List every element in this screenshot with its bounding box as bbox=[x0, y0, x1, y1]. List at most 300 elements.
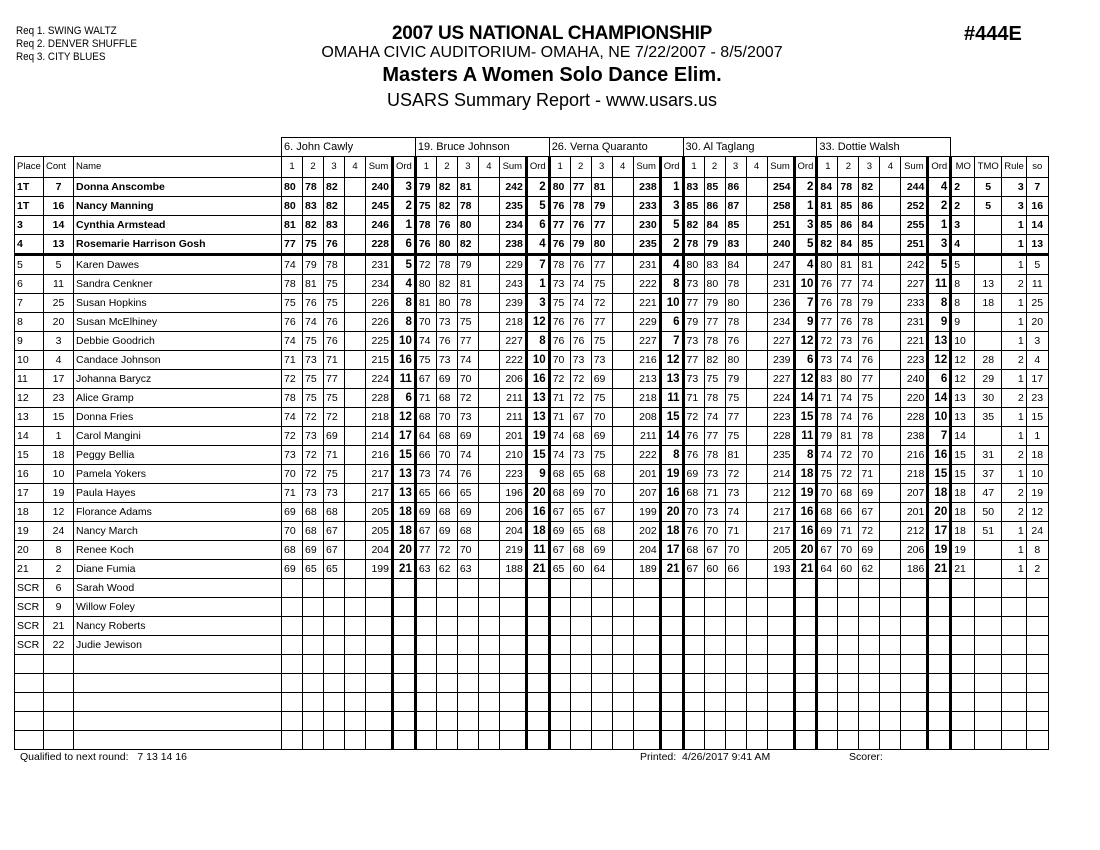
score-1: 76 bbox=[683, 427, 704, 446]
venue-dates: OMAHA CIVIC AUDITORIUM- OMAHA, NE 7/22/2007 - 8/5/2007 bbox=[321, 44, 783, 61]
score-1: 75 bbox=[817, 465, 838, 484]
tmo-cell: 37 bbox=[975, 465, 1002, 484]
score-sum bbox=[499, 712, 526, 731]
place-cell: 7 bbox=[15, 294, 44, 313]
tmo-cell bbox=[975, 235, 1002, 255]
score-2: 60 bbox=[838, 560, 859, 579]
score-3: 69 bbox=[457, 427, 478, 446]
table-row bbox=[15, 522, 1049, 541]
so-cell bbox=[1026, 598, 1048, 617]
score-1: 76 bbox=[817, 275, 838, 294]
score-4 bbox=[746, 427, 767, 446]
score-3: 78 bbox=[859, 427, 880, 446]
score-sum bbox=[901, 693, 928, 712]
so-cell: 25 bbox=[1026, 294, 1048, 313]
score-3: 75 bbox=[591, 446, 612, 465]
score-sum: 222 bbox=[499, 351, 526, 370]
score-2: 68 bbox=[436, 427, 457, 446]
score-2: 62 bbox=[436, 560, 457, 579]
name-cell: Pamela Yokers bbox=[74, 465, 282, 484]
place-cell bbox=[15, 693, 44, 712]
score-2: 85 bbox=[704, 178, 725, 197]
table-row bbox=[15, 275, 1049, 294]
score-1: 70 bbox=[817, 484, 838, 503]
score-1 bbox=[282, 693, 303, 712]
score-sum bbox=[767, 693, 794, 712]
score-3: 82 bbox=[457, 235, 478, 255]
score-sum: 223 bbox=[901, 351, 928, 370]
score-2 bbox=[570, 655, 591, 674]
score-2 bbox=[436, 579, 457, 598]
so-cell bbox=[1026, 579, 1048, 598]
ordinal bbox=[660, 598, 683, 617]
header-judge-col: 1 bbox=[282, 157, 303, 178]
score-3: 78 bbox=[725, 313, 746, 332]
table-row bbox=[15, 465, 1049, 484]
ordinal: 11 bbox=[393, 370, 416, 389]
ordinal: 4 bbox=[928, 178, 951, 197]
ordinal: 13 bbox=[928, 332, 951, 351]
ordinal bbox=[526, 693, 549, 712]
ordinal bbox=[660, 579, 683, 598]
score-2: 76 bbox=[436, 216, 457, 235]
so-cell: 5 bbox=[1026, 255, 1048, 275]
score-1 bbox=[683, 579, 704, 598]
score-2 bbox=[838, 636, 859, 655]
ordinal: 17 bbox=[660, 541, 683, 560]
score-sum: 227 bbox=[499, 332, 526, 351]
score-3: 78 bbox=[457, 197, 478, 216]
score-3: 78 bbox=[457, 294, 478, 313]
score-2 bbox=[704, 674, 725, 693]
score-sum bbox=[366, 712, 393, 731]
ordinal bbox=[660, 617, 683, 636]
score-2: 68 bbox=[570, 541, 591, 560]
so-cell: 11 bbox=[1026, 275, 1048, 294]
score-3 bbox=[859, 674, 880, 693]
ordinal: 9 bbox=[794, 313, 817, 332]
score-2: 78 bbox=[838, 178, 859, 197]
judge-name: 33. Dottie Walsh bbox=[817, 138, 951, 157]
score-1: 76 bbox=[415, 235, 436, 255]
judge-name: 19. Bruce Johnson bbox=[415, 138, 549, 157]
ordinal: 21 bbox=[526, 560, 549, 579]
score-3: 74 bbox=[457, 446, 478, 465]
score-4 bbox=[345, 465, 366, 484]
score-sum bbox=[366, 579, 393, 598]
score-4 bbox=[746, 235, 767, 255]
score-1: 84 bbox=[817, 178, 838, 197]
score-sum: 229 bbox=[633, 313, 660, 332]
score-sum bbox=[767, 655, 794, 674]
ordinal: 6 bbox=[928, 370, 951, 389]
score-sum bbox=[366, 598, 393, 617]
score-4 bbox=[612, 484, 633, 503]
score-4 bbox=[880, 427, 901, 446]
score-sum: 238 bbox=[633, 178, 660, 197]
score-3 bbox=[324, 731, 345, 750]
score-4 bbox=[612, 465, 633, 484]
score-4 bbox=[345, 216, 366, 235]
score-4 bbox=[880, 503, 901, 522]
score-sum bbox=[767, 579, 794, 598]
name-cell: Susan Hopkins bbox=[74, 294, 282, 313]
ordinal: 6 bbox=[526, 216, 549, 235]
score-3: 85 bbox=[859, 235, 880, 255]
score-3: 77 bbox=[725, 408, 746, 427]
ordinal bbox=[526, 598, 549, 617]
ordinal bbox=[928, 655, 951, 674]
score-1: 73 bbox=[817, 351, 838, 370]
score-1: 76 bbox=[549, 313, 570, 332]
score-2: 74 bbox=[838, 351, 859, 370]
score-sum bbox=[366, 617, 393, 636]
score-1 bbox=[817, 636, 838, 655]
score-3 bbox=[324, 636, 345, 655]
mo-cell bbox=[951, 617, 975, 636]
score-3: 76 bbox=[457, 465, 478, 484]
cont-cell: 7 bbox=[44, 178, 74, 197]
tmo-cell bbox=[975, 541, 1002, 560]
score-4 bbox=[746, 446, 767, 465]
printed-label: Printed: bbox=[640, 751, 677, 763]
score-4 bbox=[345, 255, 366, 275]
table-row bbox=[15, 332, 1049, 351]
place-cell: 13 bbox=[15, 408, 44, 427]
score-sum: 223 bbox=[499, 465, 526, 484]
score-3: 80 bbox=[725, 294, 746, 313]
score-2: 72 bbox=[303, 465, 324, 484]
score-4 bbox=[478, 427, 499, 446]
score-sum: 234 bbox=[767, 313, 794, 332]
mo-cell bbox=[951, 674, 975, 693]
score-sum: 235 bbox=[633, 235, 660, 255]
ordinal: 12 bbox=[526, 313, 549, 332]
score-3: 70 bbox=[591, 484, 612, 503]
name-cell: Diane Fumia bbox=[74, 560, 282, 579]
score-4 bbox=[478, 522, 499, 541]
ordinal: 21 bbox=[928, 560, 951, 579]
score-4 bbox=[880, 598, 901, 617]
score-4 bbox=[612, 674, 633, 693]
name-cell: Johanna Barycz bbox=[74, 370, 282, 389]
header-name: Name bbox=[74, 157, 282, 178]
ordinal bbox=[393, 636, 416, 655]
score-1: 81 bbox=[415, 294, 436, 313]
score-2: 66 bbox=[838, 503, 859, 522]
place-cell: 3 bbox=[15, 216, 44, 235]
header-judge-col: 4 bbox=[880, 157, 901, 178]
ordinal: 18 bbox=[526, 522, 549, 541]
so-cell: 14 bbox=[1026, 216, 1048, 235]
name-cell: Donna Anscombe bbox=[74, 178, 282, 197]
header-mo: MO bbox=[951, 157, 975, 178]
header-judge-col: 2 bbox=[704, 157, 725, 178]
score-2: 74 bbox=[436, 465, 457, 484]
mo-cell: 15 bbox=[951, 465, 975, 484]
score-1: 80 bbox=[817, 255, 838, 275]
score-4 bbox=[880, 674, 901, 693]
score-2: 71 bbox=[704, 484, 725, 503]
score-1: 69 bbox=[415, 503, 436, 522]
score-sum: 189 bbox=[633, 560, 660, 579]
score-sum: 221 bbox=[633, 294, 660, 313]
name-cell: Judie Jewison bbox=[74, 636, 282, 655]
score-1: 82 bbox=[683, 216, 704, 235]
ordinal bbox=[794, 731, 817, 750]
score-2: 66 bbox=[436, 484, 457, 503]
score-3: 75 bbox=[725, 389, 746, 408]
score-3: 81 bbox=[457, 178, 478, 197]
score-sum: 211 bbox=[499, 389, 526, 408]
cont-cell: 21 bbox=[44, 617, 74, 636]
ordinal bbox=[928, 598, 951, 617]
score-2: 76 bbox=[570, 216, 591, 235]
score-3: 69 bbox=[591, 370, 612, 389]
ordinal bbox=[794, 598, 817, 617]
cont-cell: 12 bbox=[44, 503, 74, 522]
name-cell bbox=[74, 712, 282, 731]
place-cell: 14 bbox=[15, 427, 44, 446]
score-2: 70 bbox=[704, 522, 725, 541]
score-1 bbox=[549, 617, 570, 636]
score-2: 72 bbox=[303, 408, 324, 427]
score-1: 77 bbox=[817, 313, 838, 332]
ordinal: 15 bbox=[794, 408, 817, 427]
score-4 bbox=[478, 560, 499, 579]
header-judge-col: Sum bbox=[901, 157, 928, 178]
cont-cell bbox=[44, 674, 74, 693]
score-1: 71 bbox=[683, 389, 704, 408]
score-1: 65 bbox=[415, 484, 436, 503]
score-sum: 217 bbox=[767, 522, 794, 541]
tmo-cell bbox=[975, 216, 1002, 235]
score-2: 72 bbox=[838, 465, 859, 484]
place-cell: 12 bbox=[15, 389, 44, 408]
ordinal: 2 bbox=[928, 197, 951, 216]
score-1: 68 bbox=[549, 465, 570, 484]
score-4 bbox=[880, 216, 901, 235]
score-2 bbox=[570, 636, 591, 655]
score-sum: 214 bbox=[767, 465, 794, 484]
score-1: 69 bbox=[282, 560, 303, 579]
mo-cell: 12 bbox=[951, 370, 975, 389]
score-2 bbox=[704, 636, 725, 655]
score-4 bbox=[478, 178, 499, 197]
place-cell: 17 bbox=[15, 484, 44, 503]
score-2: 76 bbox=[570, 313, 591, 332]
score-4 bbox=[612, 235, 633, 255]
ordinal: 10 bbox=[928, 408, 951, 427]
score-2: 69 bbox=[436, 522, 457, 541]
score-sum: 227 bbox=[633, 332, 660, 351]
score-4 bbox=[612, 351, 633, 370]
rule-cell bbox=[1002, 674, 1027, 693]
mo-cell: 18 bbox=[951, 484, 975, 503]
cont-cell: 20 bbox=[44, 313, 74, 332]
rule-cell: 1 bbox=[1002, 541, 1027, 560]
score-4 bbox=[478, 332, 499, 351]
table-row bbox=[15, 235, 1049, 255]
mo-cell bbox=[951, 655, 975, 674]
score-2 bbox=[436, 693, 457, 712]
header-judge-col: 1 bbox=[415, 157, 436, 178]
table-row bbox=[15, 503, 1049, 522]
score-sum bbox=[767, 617, 794, 636]
header-judge-col: 1 bbox=[549, 157, 570, 178]
score-4 bbox=[746, 712, 767, 731]
score-2 bbox=[303, 712, 324, 731]
score-3 bbox=[324, 579, 345, 598]
score-2: 65 bbox=[570, 503, 591, 522]
ordinal: 2 bbox=[794, 178, 817, 197]
score-1 bbox=[415, 598, 436, 617]
score-1 bbox=[683, 636, 704, 655]
score-2 bbox=[704, 693, 725, 712]
score-3: 81 bbox=[859, 255, 880, 275]
ordinal: 1 bbox=[393, 216, 416, 235]
so-cell: 18 bbox=[1026, 446, 1048, 465]
ordinal: 18 bbox=[393, 522, 416, 541]
qualified-list: 7 13 14 16 bbox=[137, 751, 187, 763]
score-1: 75 bbox=[415, 197, 436, 216]
ordinal: 4 bbox=[393, 275, 416, 294]
score-1: 80 bbox=[282, 197, 303, 216]
score-4 bbox=[880, 731, 901, 750]
ordinal bbox=[393, 712, 416, 731]
cont-cell: 16 bbox=[44, 197, 74, 216]
score-1: 73 bbox=[282, 446, 303, 465]
score-sum: 234 bbox=[366, 275, 393, 294]
score-3 bbox=[591, 579, 612, 598]
score-4 bbox=[880, 235, 901, 255]
score-4 bbox=[746, 178, 767, 197]
requirement-3: Req 3. CITY BLUES bbox=[16, 51, 106, 63]
name-cell: Susan McElhiney bbox=[74, 313, 282, 332]
score-3: 79 bbox=[591, 197, 612, 216]
score-2 bbox=[436, 712, 457, 731]
score-2: 73 bbox=[838, 332, 859, 351]
place-cell: 16 bbox=[15, 465, 44, 484]
score-2: 74 bbox=[704, 408, 725, 427]
ordinal: 19 bbox=[526, 427, 549, 446]
score-1: 69 bbox=[549, 522, 570, 541]
score-2: 79 bbox=[704, 294, 725, 313]
score-1: 79 bbox=[415, 178, 436, 197]
score-1: 80 bbox=[683, 255, 704, 275]
score-3: 69 bbox=[591, 427, 612, 446]
score-4 bbox=[478, 636, 499, 655]
score-sum: 218 bbox=[633, 389, 660, 408]
score-4 bbox=[345, 446, 366, 465]
so-cell: 16 bbox=[1026, 197, 1048, 216]
score-4 bbox=[612, 636, 633, 655]
ordinal: 16 bbox=[526, 370, 549, 389]
score-sum: 215 bbox=[366, 351, 393, 370]
place-cell: 18 bbox=[15, 503, 44, 522]
score-4 bbox=[746, 541, 767, 560]
name-cell bbox=[74, 674, 282, 693]
cont-cell: 23 bbox=[44, 389, 74, 408]
score-1: 79 bbox=[683, 313, 704, 332]
name-cell: Cynthia Armstead bbox=[74, 216, 282, 235]
score-3: 70 bbox=[859, 446, 880, 465]
score-1 bbox=[415, 712, 436, 731]
score-sum: 240 bbox=[767, 235, 794, 255]
score-4 bbox=[612, 579, 633, 598]
score-2: 69 bbox=[436, 370, 457, 389]
rule-cell: 1 bbox=[1002, 216, 1027, 235]
score-1: 63 bbox=[415, 560, 436, 579]
score-3 bbox=[725, 655, 746, 674]
score-3: 70 bbox=[457, 541, 478, 560]
score-sum: 238 bbox=[901, 427, 928, 446]
score-sum: 217 bbox=[366, 484, 393, 503]
score-1: 69 bbox=[282, 503, 303, 522]
score-2: 75 bbox=[303, 389, 324, 408]
mo-cell: 13 bbox=[951, 408, 975, 427]
score-sum: 205 bbox=[366, 503, 393, 522]
score-2 bbox=[704, 617, 725, 636]
score-1: 65 bbox=[549, 560, 570, 579]
score-3: 80 bbox=[591, 235, 612, 255]
score-3: 71 bbox=[725, 522, 746, 541]
score-4 bbox=[478, 255, 499, 275]
rule-cell: 2 bbox=[1002, 389, 1027, 408]
score-3: 68 bbox=[457, 522, 478, 541]
score-1: 74 bbox=[282, 332, 303, 351]
score-2 bbox=[838, 712, 859, 731]
table-row bbox=[15, 693, 1049, 712]
score-2: 86 bbox=[838, 216, 859, 235]
ordinal bbox=[393, 579, 416, 598]
so-cell: 10 bbox=[1026, 465, 1048, 484]
score-1 bbox=[683, 712, 704, 731]
score-3: 73 bbox=[591, 351, 612, 370]
ordinal bbox=[660, 731, 683, 750]
name-cell: Nancy March bbox=[74, 522, 282, 541]
name-cell: Nancy Roberts bbox=[74, 617, 282, 636]
score-4 bbox=[746, 197, 767, 216]
rule-cell: 1 bbox=[1002, 427, 1027, 446]
score-3: 75 bbox=[591, 389, 612, 408]
score-3: 72 bbox=[859, 522, 880, 541]
mo-cell: 12 bbox=[951, 351, 975, 370]
header-judge-col: Ord bbox=[526, 157, 549, 178]
score-sum: 218 bbox=[901, 465, 928, 484]
score-1 bbox=[817, 617, 838, 636]
score-1: 70 bbox=[282, 522, 303, 541]
score-sum: 228 bbox=[901, 408, 928, 427]
score-1 bbox=[282, 712, 303, 731]
ordinal: 11 bbox=[660, 389, 683, 408]
score-1 bbox=[817, 579, 838, 598]
score-1 bbox=[415, 636, 436, 655]
score-4 bbox=[478, 655, 499, 674]
ordinal bbox=[794, 693, 817, 712]
rule-cell: 1 bbox=[1002, 294, 1027, 313]
score-3: 80 bbox=[725, 351, 746, 370]
score-1: 67 bbox=[683, 560, 704, 579]
ordinal: 1 bbox=[928, 216, 951, 235]
ordinal bbox=[660, 674, 683, 693]
score-sum: 228 bbox=[366, 389, 393, 408]
score-3: 72 bbox=[457, 389, 478, 408]
score-3 bbox=[725, 731, 746, 750]
score-4 bbox=[478, 598, 499, 617]
ordinal: 21 bbox=[660, 560, 683, 579]
header-judge-col: 4 bbox=[478, 157, 499, 178]
